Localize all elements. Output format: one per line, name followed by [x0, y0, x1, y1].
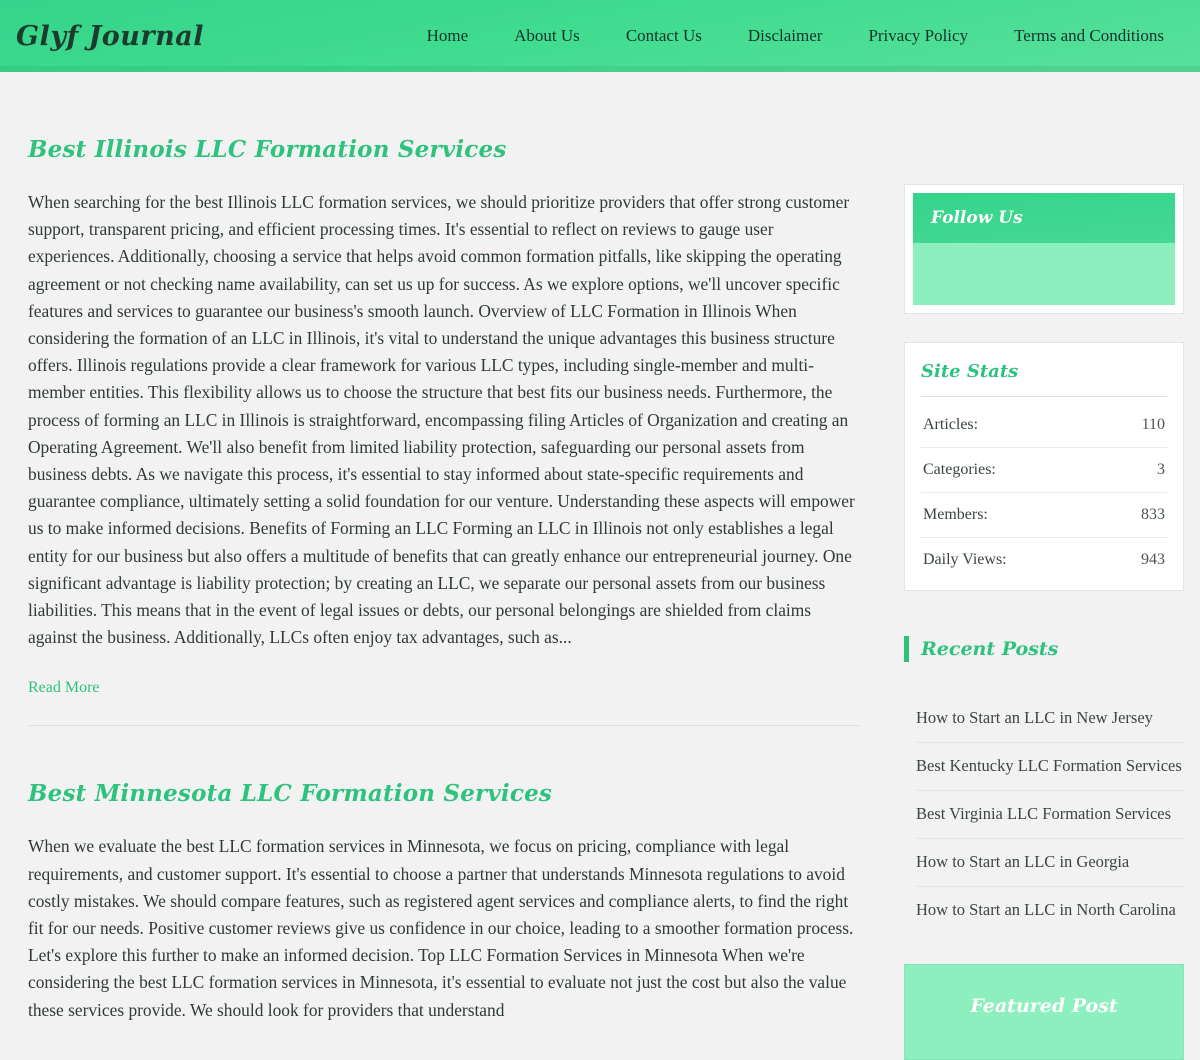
- site-stats-title: Site Stats: [921, 361, 1019, 382]
- article-card: [16, 136, 856, 736]
- recent-posts-header: [904, 619, 1184, 679]
- article-title[interactable]: Best Illinois LLC Formation Services: [28, 136, 507, 163]
- site-stats-widget: [904, 342, 1184, 591]
- stat-label: Daily Views:: [923, 551, 1007, 568]
- site-logo[interactable]: Glyf Journal: [16, 20, 205, 52]
- recent-post-link[interactable]: How to Start an LLC in New Jersey: [916, 708, 1153, 727]
- stat-value: 833: [1141, 506, 1165, 523]
- recent-post-link[interactable]: How to Start an LLC in North Carolina: [916, 900, 1176, 919]
- stat-row-articles: [921, 403, 1167, 448]
- article-excerpt: When searching for the best Illinois LLC formation services, we should prioritize providers that offer strong customer support, transparent pricing, and efficient processing times. It's essential to reflect on reviews to gauge user experiences. Additionally, choosing a service that helps avoid common formation pitfalls, like skipping the operating agreement or not checking name availability, can set us up for success. As we explore options, we'll uncover specific features and services to guarantee our business's smooth launch. Overview of LLC Formation in Illinois When considering the formation of an LLC in Illinois, it's vital to understand the unique advantages this business structure offers. Illinois regulations provide a clear framework for various LLC types, including single-member and multi-member entities. This flexibility allows us to choose the structure that best fits our business needs. Furthermore, the process of forming an LLC in Illinois is straightforward, encompassing filing Articles of Organization and creating an Operating Agreement. We'll also benefit from limited liability protection, safeguarding our personal assets from business debts. As we navigate this process, it's essential to stay informed about state-specific requirements and guarantee compliance, ultimately setting a solid foundation for our venture. Understanding these aspects will empower us to make informed decisions. Benefits of Forming an LLC Forming an LLC in Illinois not only establishes a legal entity for our business but also offers a multitude of benefits that can greatly enhance our entrepreneurial journey. One significant advantage is liability protection; by creating an LLC, we separate our personal assets from our business liabilities. This means that in the event of legal issues or debts, our personal belongings are shielded from claims against the business. Additionally, LLCs often enjoy tax advantages, such as...: [28, 192, 855, 648]
- main-content: [16, 72, 856, 1034]
- read-more-link[interactable]: Read More: [28, 679, 100, 697]
- stat-label: Articles:: [923, 416, 979, 433]
- list-item: [916, 743, 1184, 791]
- article-divider: [28, 725, 860, 726]
- nav-item-terms-and-conditions[interactable]: Terms and Conditions: [1014, 26, 1164, 45]
- list-item: [916, 887, 1184, 934]
- accent-bar-icon: [904, 636, 909, 662]
- featured-post-title: Featured Post: [970, 995, 1118, 1017]
- article-card: [16, 780, 856, 1033]
- recent-post-link[interactable]: How to Start an LLC in Georgia: [916, 852, 1130, 871]
- article-spacer: [16, 736, 856, 780]
- nav-item-home[interactable]: Home: [426, 26, 469, 45]
- list-item: [916, 791, 1184, 839]
- recent-post-link[interactable]: Best Kentucky LLC Formation Services: [916, 756, 1182, 775]
- article-excerpt: When we evaluate the best LLC formation services in Minnesota, we focus on pricing, compliance with legal requirements, and customer support. It's essential to choose a partner that understands Minnesota regulations to avoid costly mistakes. We should compare features, such as registered agent services and compliance alerts, to find the right fit for our needs. Positive customer reviews give us confidence in our choice, leading to a smoother formation process. Let's explore this further to make an informed decision. Top LLC Formation Services in Minnesota When we're considering the best LLC formation services in Minnesota, it's essential to evaluate not just the cost but also the value these services provide. We should look for providers that understand: [28, 836, 854, 1020]
- sidebar: [904, 72, 1184, 1060]
- recent-posts-list: [904, 695, 1184, 934]
- article-title[interactable]: Best Minnesota LLC Formation Services: [28, 780, 553, 808]
- nav-item-contact-us[interactable]: Contact Us: [625, 26, 702, 45]
- recent-posts-widget: [904, 619, 1184, 934]
- stat-row-daily-views: [921, 538, 1167, 582]
- stat-row-categories: [921, 448, 1167, 493]
- featured-post-widget: [904, 964, 1184, 1060]
- stat-label: Members:: [923, 506, 988, 523]
- stat-value: 943: [1141, 551, 1165, 568]
- page-layout: [0, 72, 1200, 1060]
- stat-value: 3: [1157, 461, 1165, 478]
- follow-us-icons-area[interactable]: [913, 243, 1175, 305]
- site-header: [0, 0, 1200, 72]
- stat-label: Categories:: [923, 461, 996, 478]
- nav-item-about-us[interactable]: About Us: [514, 26, 580, 45]
- follow-us-widget: [904, 184, 1184, 314]
- main-navigation: [427, 26, 1182, 46]
- follow-us-inner: [913, 193, 1175, 305]
- list-item: [916, 839, 1184, 887]
- nav-item-disclaimer[interactable]: Disclaimer: [747, 26, 823, 45]
- list-item: [916, 695, 1184, 743]
- stat-value: 110: [1141, 416, 1165, 433]
- recent-posts-title: Recent Posts: [921, 638, 1059, 660]
- nav-item-privacy-policy[interactable]: Privacy Policy: [868, 26, 969, 45]
- recent-post-link[interactable]: Best Virginia LLC Formation Services: [916, 804, 1172, 823]
- stat-row-members: [921, 493, 1167, 538]
- site-stats-rule: [921, 396, 1167, 397]
- follow-us-title: Follow Us: [913, 193, 1175, 243]
